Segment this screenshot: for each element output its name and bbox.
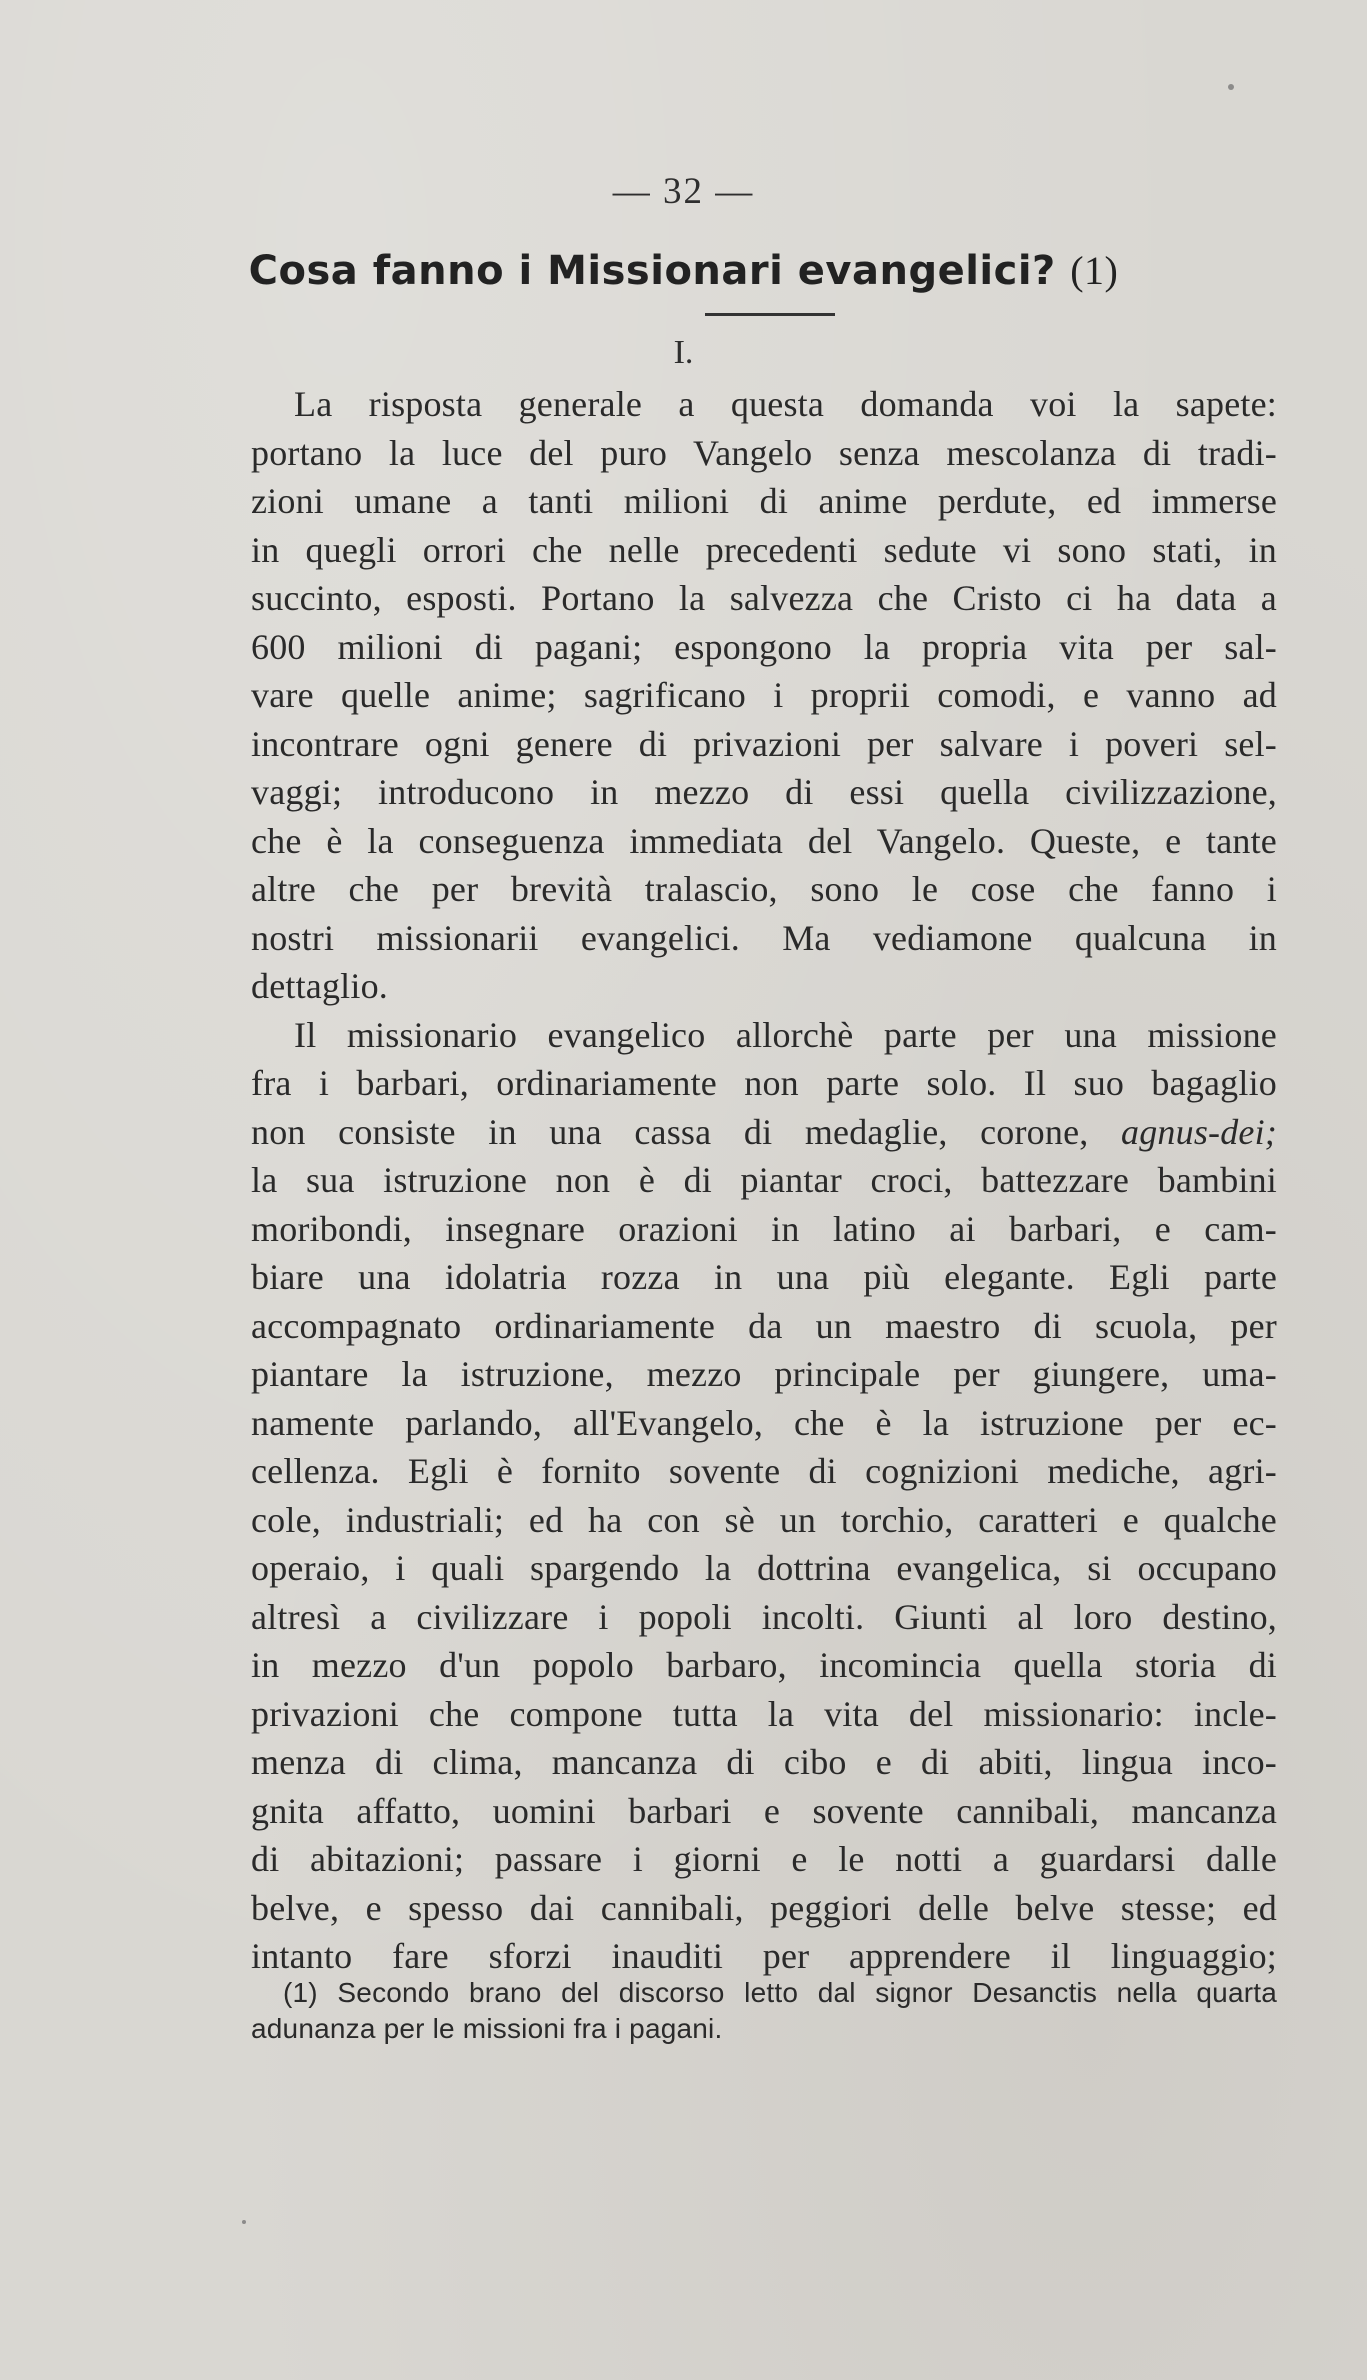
- page-title: [0, 247, 1367, 294]
- body-line: vare quelle anime; sagrificano i proprii comodi, e vanno ad: [251, 675, 1277, 715]
- section-number: I.: [673, 334, 694, 371]
- body-text: [251, 380, 1277, 1981]
- footnote-line: (1) Secondo brano del discorso letto dal signor Desanctis nella quarta: [283, 1977, 1277, 2008]
- body-line: operaio, i quali spargendo la dottrina evangelica, si occupano: [251, 1548, 1277, 1588]
- footnote-line: adunanza per le missioni fra i pagani.: [251, 2013, 723, 2044]
- body-line: altresì a civilizzare i popoli incolti. Giunti al loro destino,: [251, 1596, 1277, 1637]
- body-line: in quegli orrori che nelle precedenti sedute vi sono stati, in: [251, 529, 1277, 570]
- body-line: cellenza. Egli è fornito sovente di cognizioni mediche, agri-: [251, 1451, 1277, 1491]
- body-line: altre che per brevità tralascio, sono le cose che fanno i: [251, 869, 1277, 909]
- page-number: — 32 —: [612, 171, 755, 212]
- body-line: succinto, esposti. Portano la salvezza che Cristo ci ha data a: [251, 578, 1277, 618]
- body-line: la sua istruzione non è di piantar croci, battezzare bambini: [251, 1160, 1277, 1200]
- body-line: accompagnato ordinariamente da un maestro di scuola, per: [251, 1305, 1277, 1346]
- body-line: privazioni che compone tutta la vita del missionario: incle-: [251, 1693, 1277, 1734]
- title-divider: [705, 313, 835, 316]
- body-line: non consiste in una cassa di medaglie, corone, agnus-dei;: [251, 1111, 1277, 1152]
- body-line: che è la conseguenza immediata del Vangelo. Queste, e tante: [251, 820, 1277, 861]
- body-line: nostri missionarii evangelici. Ma vediamone qualcuna in: [251, 917, 1277, 958]
- body-line: Il missionario evangelico allorchè parte per una missione: [294, 1014, 1277, 1055]
- italic-phrase: agnus-dei;: [1121, 1111, 1277, 1152]
- title-footnote-ref: (1): [1070, 248, 1119, 293]
- body-line: dettaglio.: [251, 966, 388, 1006]
- body-line: belve, e spesso dai cannibali, peggiori delle belve stesse; ed: [251, 1887, 1277, 1928]
- body-line: portano la luce del puro Vangelo senza mescolanza di tradi-: [251, 432, 1277, 473]
- body-line: namente parlando, all'Evangelo, che è la istruzione per ec-: [251, 1402, 1277, 1443]
- body-line: 600 milioni di pagani; espongono la propria vita per sal-: [251, 626, 1277, 667]
- body-line: gnita affatto, uomini barbari e sovente cannibali, mancanza: [251, 1790, 1277, 1831]
- body-line: incontrare ogni genere di privazioni per salvare i poveri sel-: [251, 723, 1277, 764]
- footnote: [251, 1975, 1277, 2047]
- body-line: zioni umane a tanti milioni di anime perdute, ed immerse: [251, 481, 1277, 521]
- paper-speck: [1228, 84, 1234, 90]
- body-line: menza di clima, mancanza di cibo e di abiti, lingua inco-: [251, 1742, 1277, 1782]
- body-line: biare una idolatria rozza in una più elegante. Egli parte: [251, 1257, 1277, 1297]
- body-line: La risposta generale a questa domanda voi la sapete:: [294, 384, 1277, 424]
- body-line: cole, industriali; ed ha con sè un torchio, caratteri e qualche: [251, 1499, 1277, 1540]
- body-line: piantare la istruzione, mezzo principale per giungere, uma-: [251, 1354, 1277, 1394]
- body-line: intanto fare sforzi inauditi per apprendere il linguaggio;: [251, 1936, 1277, 1976]
- body-line: di abitazioni; passare i giorni e le notti a guardarsi dalle: [251, 1839, 1277, 1879]
- body-line: vaggi; introducono in mezzo di essi quella civilizzazione,: [251, 772, 1277, 812]
- body-line: fra i barbari, ordinariamente non parte solo. Il suo bagaglio: [251, 1063, 1277, 1103]
- body-line: in mezzo d'un popolo barbaro, incomincia quella storia di: [251, 1645, 1277, 1685]
- page-title-text: Cosa fanno i Missionari evangelici?: [248, 248, 1056, 294]
- body-line: moribondi, insegnare orazioni in latino ai barbari, e cam-: [251, 1208, 1277, 1249]
- paper-speck: [242, 2220, 246, 2224]
